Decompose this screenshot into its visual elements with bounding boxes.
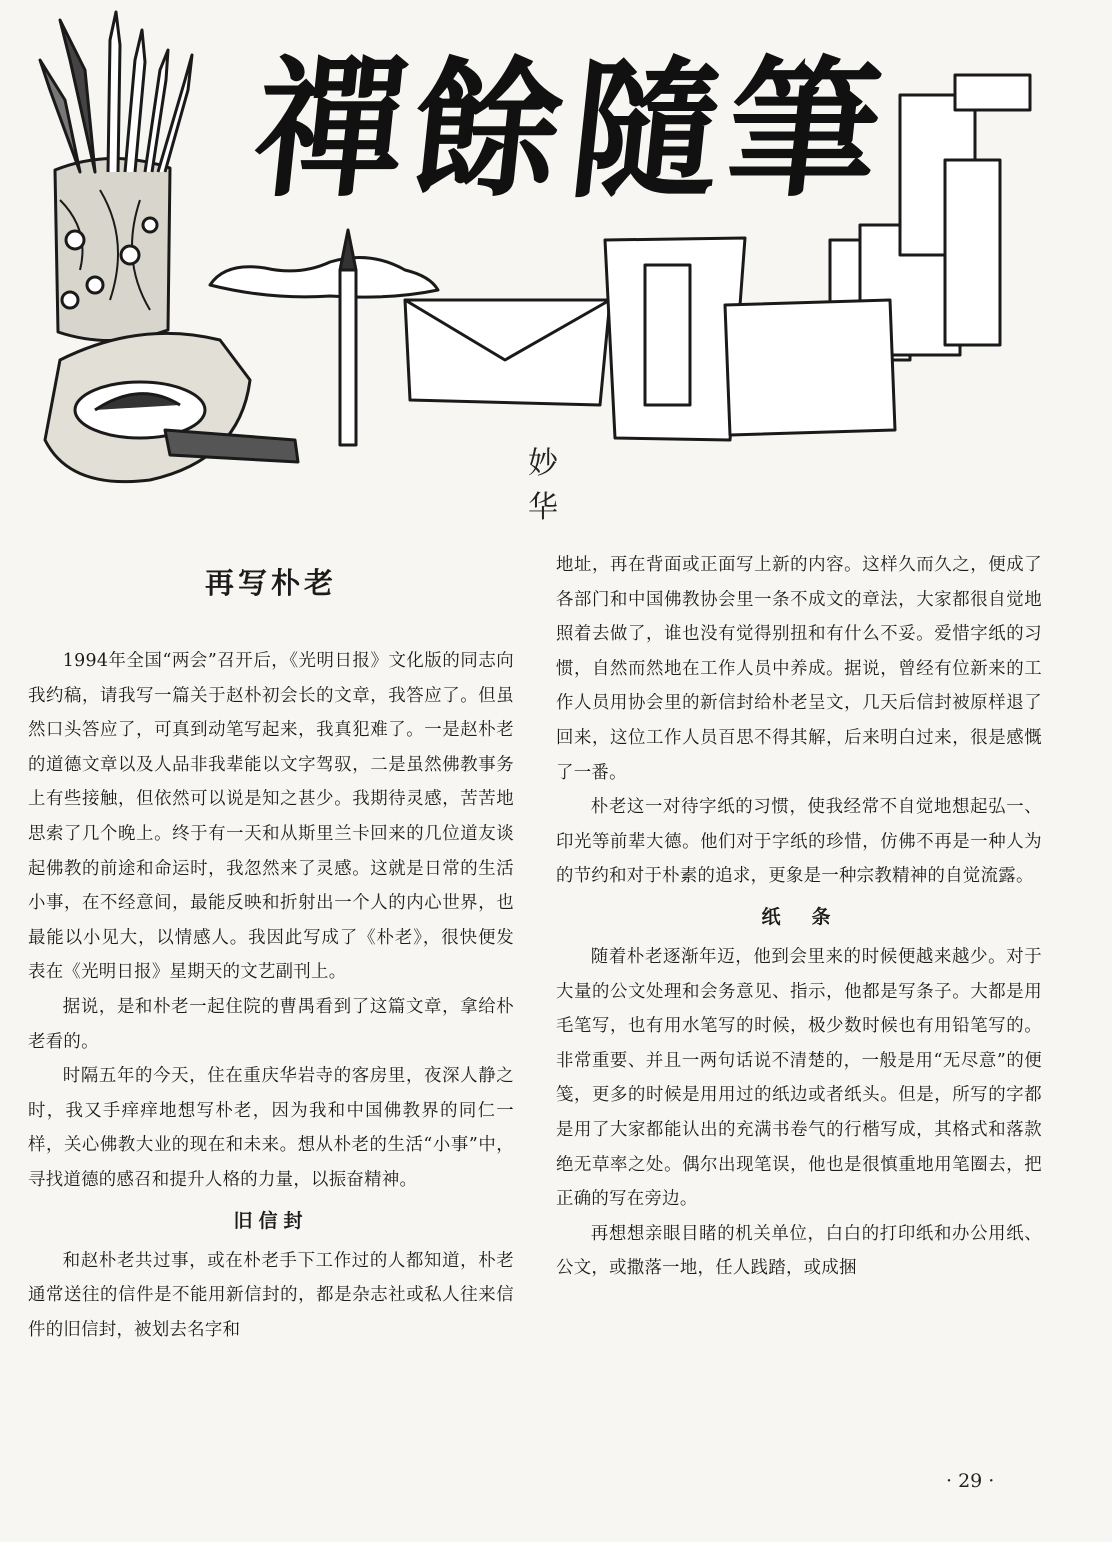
paragraph: 据说，是和朴老一起住院的曹禺看到了这篇文章，拿给朴老看的。 xyxy=(28,996,514,1052)
section-heading: 纸 条 xyxy=(761,905,837,928)
writing-brush-icon xyxy=(340,230,356,445)
left-column xyxy=(28,548,514,1347)
page-title: 禪餘隨筆 xyxy=(245,42,897,218)
long-envelope-icon xyxy=(605,238,745,440)
author-name: 妙 华 xyxy=(528,446,664,525)
paragraph: 随着朴老逐渐年迈，他到会里来的时候便越来越少。对于大量的公文处理和会务意见、指示，他都是写条子。大都是用毛笔写，也有用水笔写的时候，极少数时候也有用铅笔写的。非常重要、并且一两句话说不清楚的，一般是用“无尽意”的便笺，更多的时候是用用过的纸边或者纸头。但是，所写的字都是用了大家都能认出的充满书卷气的行楷写成，其格式和落款绝无草率之处。偶尔出现笔误，他也是很慎重地用笔圈去，把正确的写在旁边。 xyxy=(556,946,1042,1210)
brush-pot-icon xyxy=(40,12,192,341)
section-heading: 旧信封 xyxy=(233,1209,309,1232)
page-number: · 29 · xyxy=(946,1470,995,1492)
paragraph: 和赵朴老共过事，或在朴老手下工作过的人都知道，朴老通常送往的信件是不能用新信封的，都是杂志社或私人往来信件的旧信封，被划去名字和 xyxy=(28,1250,514,1340)
paragraph: 地址，再在背面或正面写上新的内容。这样久而久之，便成了各部门和中国佛教协会里一条不成文的章法，大家都很自觉地照着去做了，谁也没有觉得别扭和有什么不妥。爱惜字纸的习惯，自然而然地在工作人员中养成。据说，曾经有位新来的工作人员用协会里的新信封给朴老呈文，几天后信封被原样退了回来，这位工作人员百思不得其解，后来明白过来，很是感慨了一番。 xyxy=(556,555,1042,783)
article-title: 再写朴老 xyxy=(204,566,337,600)
header-banner xyxy=(0,0,1112,525)
paragraph: 时隔五年的今天，住在重庆华岩寺的客房里，夜深人静之时，我又手痒痒地想写朴老，因为我和中国佛教界的同仁一样，关心佛教大业的现在和未来。想从朴老的生活“小事”中，寻找道德的感召和提升人格的力量，以振奋精神。 xyxy=(28,1066,514,1190)
paragraph: 朴老这一对待字纸的习惯，使我经常不自觉地想起弘一、印光等前辈大德。他们对于字纸的珍惜，仿佛不再是一种人为的节约和对于朴素的追求，更象是一种宗教精神的自觉流露。 xyxy=(556,797,1042,887)
right-column xyxy=(556,548,1042,1286)
paragraph: 再想想亲眼目睹的机关单位，白白的打印纸和办公用纸、公文，或撒落一地，任人践踏，或成捆 xyxy=(556,1223,1042,1279)
envelope-icon xyxy=(405,300,610,405)
inkstone-icon xyxy=(45,333,298,481)
brush-rest-icon xyxy=(210,258,438,298)
paragraph: 1994年全国“两会”召开后，《光明日报》文化版的同志向我约稿，请我写一篇关于赵朴初会长的文章，我答应了。但虽然口头答应了，可真到动笔写起来，我真犯难了。一是赵朴老的道德文章以及人品非我辈能以文字驾驭，二是虽然佛教事务上有些接触，但依然可以说是知之甚少。我期待灵感，苦苦地思索了几个晚上。终于有一天和从斯里兰卡回来的几位道友谈起佛教的前途和命运时，我忽然来了灵感。这就是日常的生活小事，在不经意间，最能反映和折射出一个人的内心世界，也最能以小见大，以情感人。我因此写成了《朴老》，很快便发表在《光明日报》星期天的文艺副刊上。 xyxy=(28,651,514,983)
